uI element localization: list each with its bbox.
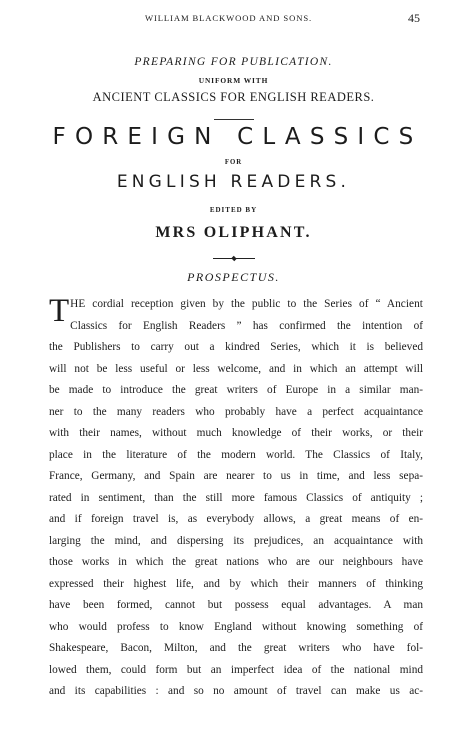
text-line: Shakespeare, Bacon, Milton, and the great writers who have fol- (49, 642, 423, 654)
series-name: ANCIENT CLASSICS FOR ENGLISH READERS. (92, 90, 375, 104)
text-line: ner to the many readers who probably have a perfect acquaintance (49, 405, 423, 418)
text-line: rated in sentiment, than the still more famous Classics of antiquity ; (49, 491, 423, 504)
text-line: expressed their highest life, and by which their manners of thinking (49, 577, 423, 590)
main-title: FOREIGN CLASSICS (52, 124, 423, 150)
text-line: be made to introduce the great writers of Europe in a similar man- (49, 384, 423, 396)
text-line: HE cordial reception given by the public to the Series of “ Ancient (70, 298, 423, 310)
prospectus-body (49, 294, 423, 703)
uniform-with-label: UNIFORM WITH (198, 76, 269, 85)
text-line: Classics for English Readers ” has confirmed the intention of (70, 319, 423, 332)
running-header (0, 13, 467, 27)
text-line: larging the mind, and dispersing its prejudices, an acquaintance with (49, 534, 423, 547)
ornament-divider (213, 256, 255, 262)
text-line: who would profess to know England without knowing something of (49, 620, 423, 633)
subtitle: ENGLISH READERS. (116, 172, 351, 192)
text-line: and if foreign travel is, as everybody allows, a great means of en- (49, 513, 423, 525)
text-line: those works in which the great nations who are our neighbours have (49, 556, 423, 568)
editor-name: MRS OLIPHANT. (155, 224, 312, 241)
text-line: lowed them, could form but an imperfect idea of the national mind (49, 663, 423, 676)
drop-cap: T (49, 293, 70, 329)
text-line: France, Germany, and Spain are nearer to us in time, and less sepa- (49, 470, 423, 482)
text-line: will not be less useful or less welcome, and in which an attempt will (49, 362, 423, 375)
text-line: and its capabilities : and so no amount of travel can make us ac- (49, 685, 423, 697)
page-number: 45 (408, 11, 420, 25)
for-label: FOR (224, 159, 243, 166)
text-line: with their names, without much knowledge of their works, or their (49, 427, 423, 439)
text-line: the Publishers to carry out a kindred Series, which it is believed (49, 341, 423, 353)
ornament-diamond-icon (231, 256, 236, 261)
preparing-notice: PREPARING FOR PUBLICATION. (134, 56, 333, 68)
running-title: WILLIAM BLACKWOOD AND SONS. (145, 13, 313, 23)
text-line: place in the literature of the modern world. The Classics of Italy, (49, 448, 423, 461)
text-line: have been formed, cannot but possess equal advantages. A man (49, 599, 423, 611)
prospectus-heading: PROSPECTUS. (187, 270, 280, 284)
title-rule (214, 119, 254, 120)
edited-by-label: EDITED BY (209, 206, 258, 214)
